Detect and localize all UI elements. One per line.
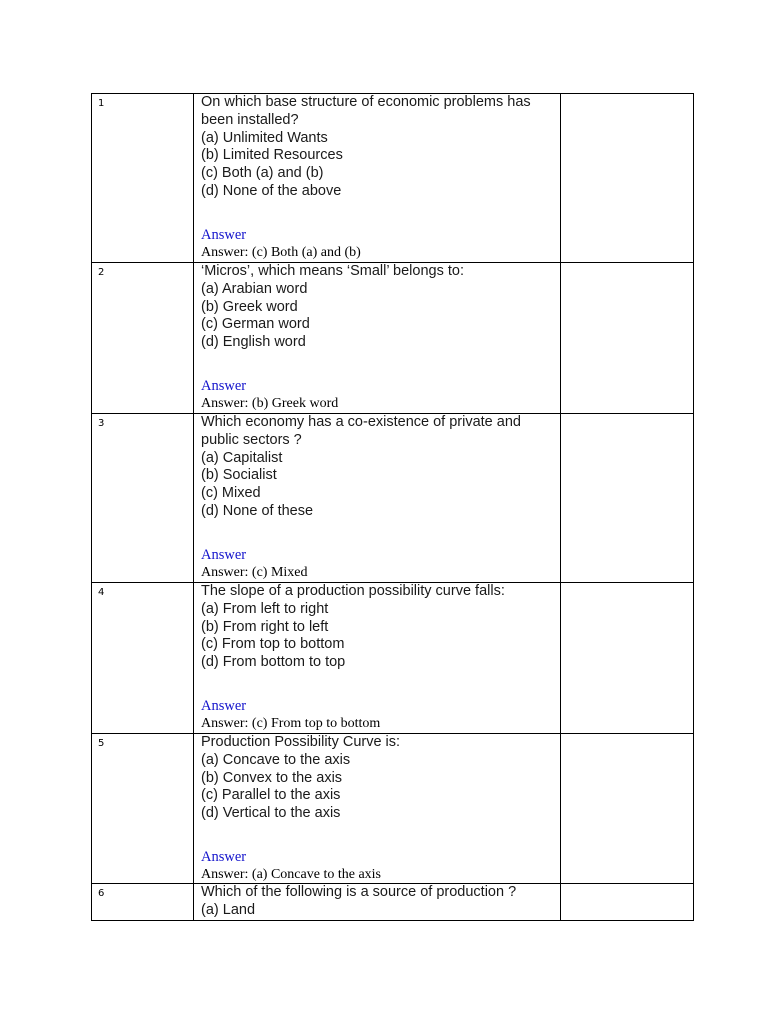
answer-text: Answer: (c) Both (a) and (b) bbox=[201, 244, 361, 260]
option: (d) From bottom to top bbox=[201, 654, 346, 671]
answer-link[interactable]: Answer bbox=[201, 546, 247, 563]
question-row bbox=[92, 94, 694, 263]
option: (c) Mixed bbox=[201, 485, 261, 502]
answer-link[interactable]: Answer bbox=[201, 377, 247, 394]
question-text: On which base structure of economic problems has been installed? bbox=[201, 94, 531, 128]
option: (d) English word bbox=[201, 334, 306, 351]
question-number: 6 bbox=[92, 884, 194, 921]
question-cell bbox=[194, 263, 561, 414]
option: (b) Convex to the axis bbox=[201, 769, 343, 786]
question-cell bbox=[194, 414, 561, 583]
blank-cell bbox=[561, 94, 694, 263]
question-cell bbox=[194, 734, 561, 884]
blank-cell bbox=[561, 884, 694, 921]
answer-link[interactable]: Answer bbox=[201, 848, 247, 865]
question-number: 4 bbox=[92, 583, 194, 734]
question-text: Which economy has a co-existence of private and public sectors ? bbox=[201, 414, 521, 448]
option: (d) None of these bbox=[201, 502, 314, 519]
blank-cell bbox=[561, 414, 694, 583]
option: (c) German word bbox=[201, 316, 310, 333]
option: (a) Capitalist bbox=[201, 449, 283, 466]
blank-cell bbox=[561, 583, 694, 734]
question-cell bbox=[194, 583, 561, 734]
question-text: Production Possibility Curve is: bbox=[201, 734, 401, 750]
option: (b) Socialist bbox=[201, 467, 277, 484]
question-row bbox=[92, 734, 694, 884]
question-row bbox=[92, 414, 694, 583]
option: (a) Land bbox=[201, 901, 256, 918]
blank-cell bbox=[561, 263, 694, 414]
option: (d) None of the above bbox=[201, 182, 342, 199]
question-number: 3 bbox=[92, 414, 194, 583]
option: (b) From right to left bbox=[201, 618, 329, 635]
option: (a) Unlimited Wants bbox=[201, 129, 328, 146]
question-row bbox=[92, 263, 694, 414]
question-row bbox=[92, 884, 694, 921]
question-text: ‘Micros’, which means ‘Small’ belongs to: bbox=[201, 263, 464, 279]
blank-cell bbox=[561, 734, 694, 884]
option: (d) Vertical to the axis bbox=[201, 805, 341, 822]
question-cell bbox=[194, 94, 561, 263]
option: (c) Parallel to the axis bbox=[201, 787, 341, 804]
option: (b) Limited Resources bbox=[201, 147, 343, 164]
answer-text: Answer: (a) Concave to the axis bbox=[201, 866, 381, 882]
question-text: The slope of a production possibility curve falls: bbox=[201, 583, 505, 599]
question-number: 1 bbox=[92, 94, 194, 263]
quiz-table bbox=[91, 93, 694, 921]
option: (b) Greek word bbox=[201, 298, 298, 315]
question-number: 2 bbox=[92, 263, 194, 414]
option: (c) From top to bottom bbox=[201, 636, 345, 653]
question-row bbox=[92, 583, 694, 734]
option: (a) Concave to the axis bbox=[201, 751, 351, 768]
option: (a) From left to right bbox=[201, 600, 329, 617]
question-number: 5 bbox=[92, 734, 194, 884]
answer-text: Answer: (b) Greek word bbox=[201, 395, 339, 411]
answer-text: Answer: (c) Mixed bbox=[201, 564, 308, 580]
answer-link[interactable]: Answer bbox=[201, 697, 247, 714]
question-text: Which of the following is a source of production ? bbox=[201, 884, 517, 900]
answer-text: Answer: (c) From top to bottom bbox=[201, 715, 381, 731]
answer-link[interactable]: Answer bbox=[201, 226, 247, 243]
option: (a) Arabian word bbox=[201, 280, 308, 297]
option: (c) Both (a) and (b) bbox=[201, 165, 324, 182]
question-cell bbox=[194, 884, 561, 921]
